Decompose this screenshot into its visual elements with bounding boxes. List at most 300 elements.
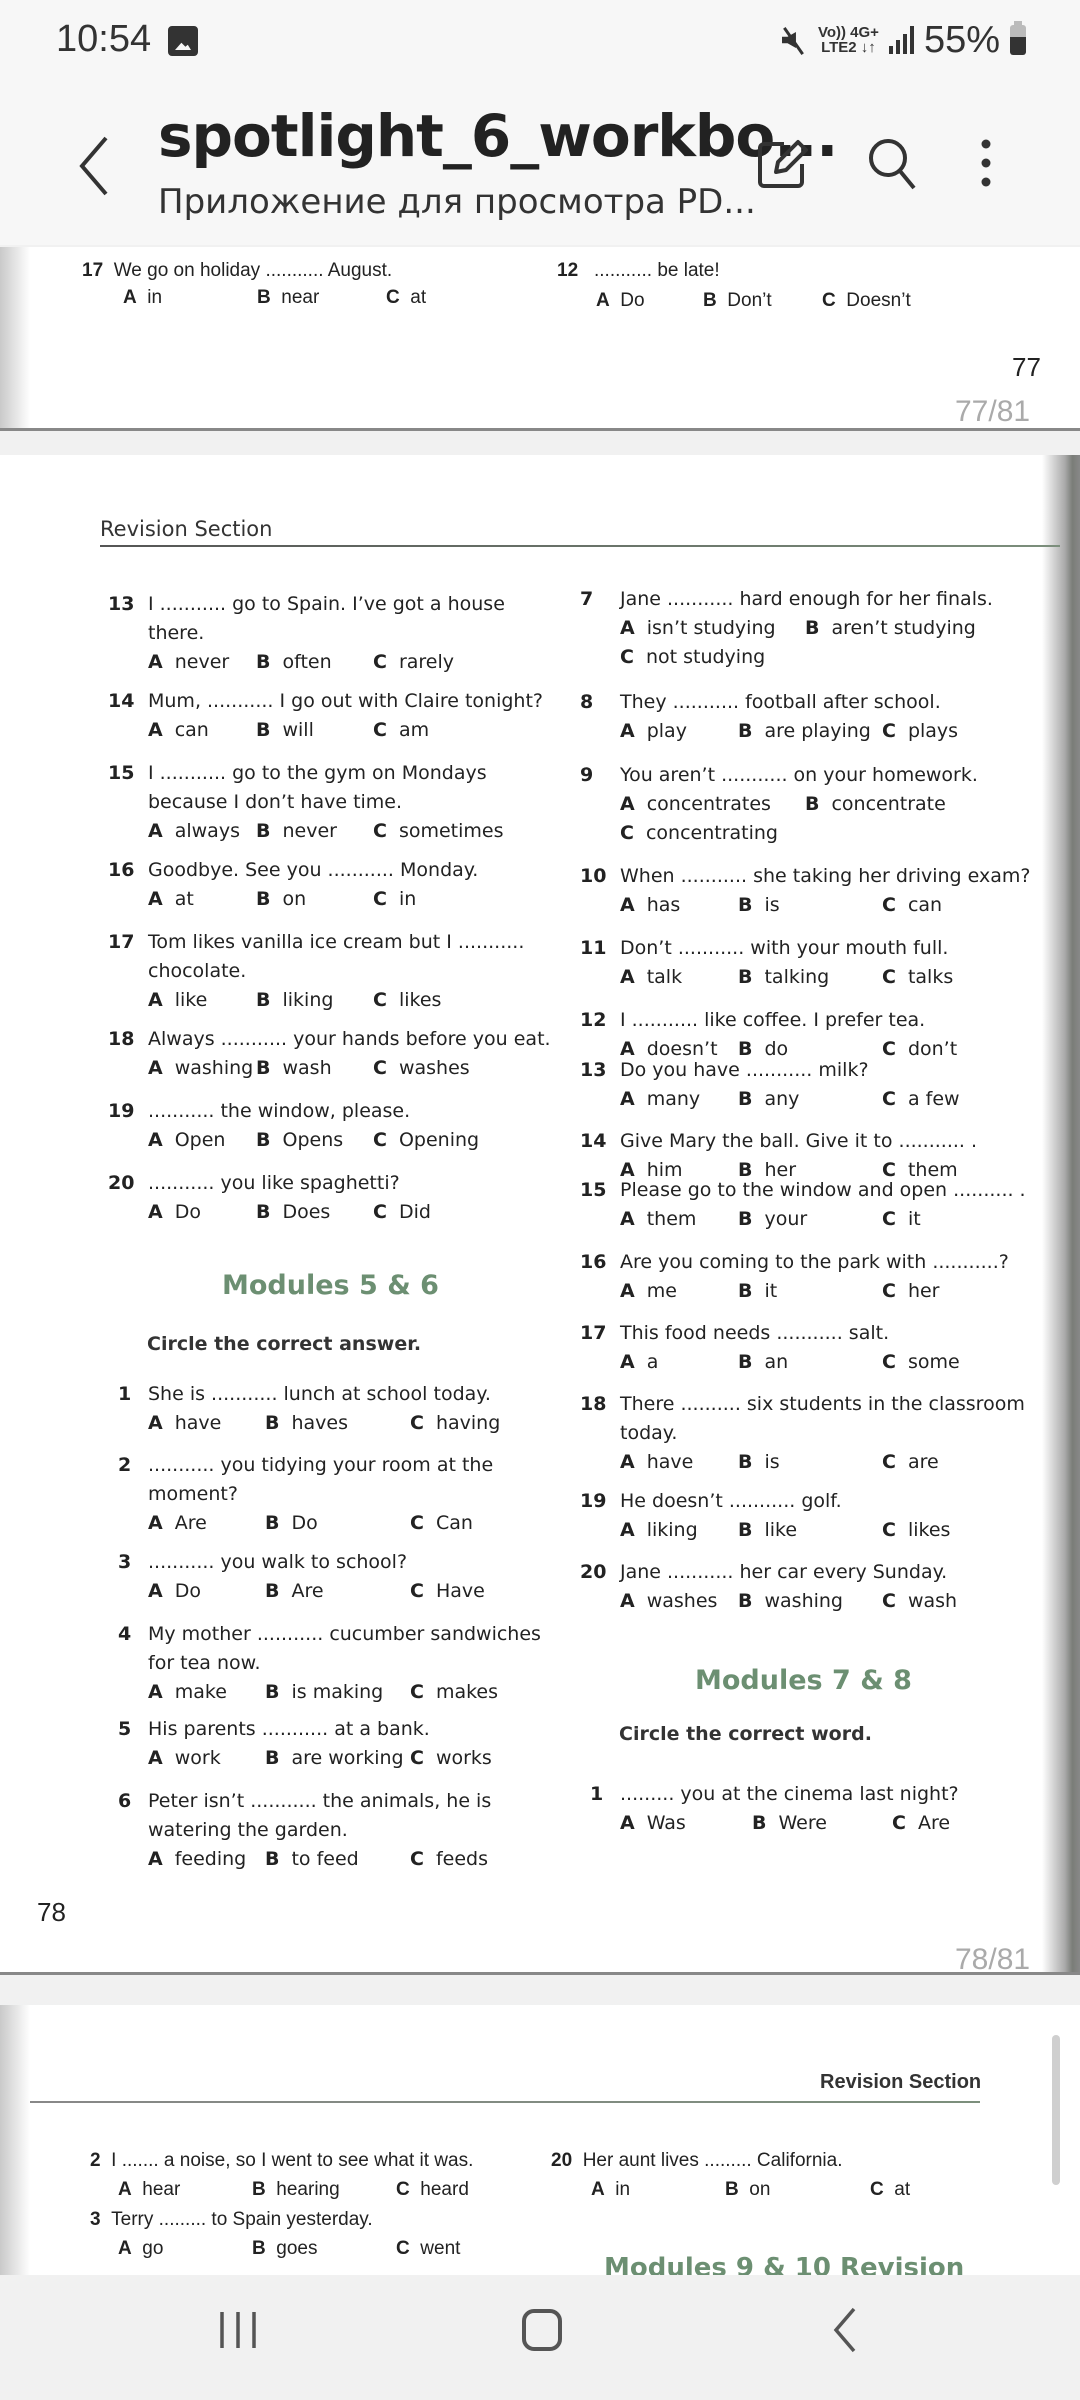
question-text: ........... be late! xyxy=(593,260,720,281)
option-text: a xyxy=(646,1351,659,1373)
option[interactable] xyxy=(386,287,426,309)
option[interactable] xyxy=(265,1845,359,1874)
question-text: She is ........... lunch at school today. xyxy=(148,1383,491,1405)
option[interactable] xyxy=(620,819,778,848)
question-text: We go on holiday ........... August. xyxy=(113,260,393,281)
question-text: ........... the window, please. xyxy=(148,1100,411,1122)
option-letter: C xyxy=(410,1580,424,1602)
option[interactable] xyxy=(256,1054,332,1083)
question xyxy=(90,2150,473,2172)
option[interactable] xyxy=(620,963,682,992)
option-letter: C xyxy=(410,1512,424,1534)
question-text: Give Mary the ball. Give it to ........... . xyxy=(620,1130,978,1152)
option[interactable] xyxy=(882,963,953,992)
option-text: works xyxy=(435,1747,492,1769)
option[interactable] xyxy=(373,1054,470,1083)
option[interactable] xyxy=(252,2179,340,2201)
option-letter: B xyxy=(256,1057,271,1079)
option-letter: C xyxy=(822,290,836,311)
option[interactable] xyxy=(148,1577,201,1606)
question-number: 17 xyxy=(580,1322,607,1344)
option-letter: B xyxy=(256,1129,271,1151)
option[interactable] xyxy=(882,891,942,920)
option-letter: A xyxy=(620,1451,635,1473)
option-text: washing xyxy=(764,1590,843,1612)
option[interactable] xyxy=(892,1809,950,1838)
question-text: There .......... six students in the classroom xyxy=(620,1393,1025,1415)
option-letter: C xyxy=(373,719,387,741)
option[interactable] xyxy=(256,986,333,1015)
option-text: Are xyxy=(291,1580,324,1602)
question-text: His parents ........... at a bank. xyxy=(148,1718,430,1740)
option-letter: B xyxy=(252,2179,266,2200)
option[interactable] xyxy=(870,2179,910,2201)
option[interactable] xyxy=(410,1409,500,1438)
question-number: 12 xyxy=(580,1009,607,1031)
option-text: always xyxy=(174,820,240,842)
option[interactable] xyxy=(882,717,958,746)
option-letter: C xyxy=(410,1747,424,1769)
option[interactable] xyxy=(373,1198,431,1227)
back-button[interactable] xyxy=(70,130,120,200)
option[interactable] xyxy=(265,1577,324,1606)
option-letter: B xyxy=(805,793,820,815)
option-letter: A xyxy=(148,1201,163,1223)
document-title: spotlight_6_workbo... xyxy=(158,102,838,170)
question-text: I ....... a noise, so I went to see what it was. xyxy=(111,2150,474,2171)
option[interactable] xyxy=(620,1587,717,1616)
option-text: your xyxy=(764,1208,808,1230)
module-title: Modules 5 & 6 xyxy=(222,1270,439,1301)
option-text: some xyxy=(907,1351,960,1373)
mute-icon xyxy=(778,25,808,55)
option[interactable] xyxy=(148,1054,253,1083)
app-bar xyxy=(0,80,1080,245)
option[interactable] xyxy=(265,1678,383,1707)
option-text: Do xyxy=(620,290,645,311)
recent-apps-icon xyxy=(218,2310,258,2350)
question-number: 10 xyxy=(580,865,607,887)
question-text: Peter isn’t ........... the animals, he is xyxy=(148,1790,492,1812)
option[interactable] xyxy=(148,1126,225,1155)
option-letter: B xyxy=(265,1512,280,1534)
option-letter: A xyxy=(620,1590,635,1612)
option-text: are playing xyxy=(764,720,871,742)
option-text: at xyxy=(410,287,427,308)
question-number: 14 xyxy=(108,690,135,712)
option-text: have xyxy=(646,1451,694,1473)
option[interactable] xyxy=(822,290,911,312)
option[interactable] xyxy=(256,1126,343,1155)
module-title: Modules 9 & 10 Revision xyxy=(604,2253,965,2275)
option[interactable] xyxy=(882,1516,950,1545)
option[interactable] xyxy=(123,287,162,309)
option-letter: B xyxy=(256,651,271,673)
option-text: Did xyxy=(398,1201,431,1223)
option-letter: B xyxy=(738,1208,753,1230)
option-letter: B xyxy=(738,1159,753,1181)
option[interactable] xyxy=(148,1198,201,1227)
option[interactable] xyxy=(620,1085,700,1114)
option-text: do xyxy=(764,1038,789,1060)
option[interactable] xyxy=(410,1845,488,1874)
option-letter: A xyxy=(620,720,635,742)
option-text: is xyxy=(764,1451,780,1473)
option-letter: C xyxy=(396,2179,410,2200)
option[interactable] xyxy=(738,891,780,920)
option[interactable] xyxy=(805,790,946,819)
question-number: 9 xyxy=(580,764,594,786)
question-text: Are you coming to the park with ...........? xyxy=(620,1251,1009,1273)
option-letter: B xyxy=(738,1451,753,1473)
option-text: is xyxy=(764,894,780,916)
option-letter: B xyxy=(738,1038,753,1060)
option[interactable] xyxy=(373,1126,479,1155)
option-letter: A xyxy=(620,1159,635,1181)
option-text: it xyxy=(907,1208,921,1230)
option[interactable] xyxy=(620,643,765,672)
option-letter: B xyxy=(725,2179,739,2200)
question-number: 18 xyxy=(580,1393,607,1415)
instruction: Circle the correct answer. xyxy=(147,1333,422,1355)
option[interactable] xyxy=(257,287,319,309)
option[interactable] xyxy=(738,717,871,746)
question-text-continued: today. xyxy=(620,1422,678,1444)
option[interactable] xyxy=(620,1348,658,1377)
option-text: wash xyxy=(282,1057,332,1079)
option-text: them xyxy=(646,1208,697,1230)
option[interactable] xyxy=(118,2179,180,2201)
option[interactable] xyxy=(410,1744,492,1773)
option-letter: B xyxy=(256,989,271,1011)
option[interactable] xyxy=(620,717,687,746)
question-text: You aren’t ........... on your homework. xyxy=(620,764,978,786)
option[interactable] xyxy=(373,648,454,677)
option[interactable] xyxy=(148,1744,221,1773)
option[interactable] xyxy=(256,1198,330,1227)
question-number: 12 xyxy=(557,260,579,281)
question-number: 1 xyxy=(118,1383,132,1405)
option[interactable] xyxy=(373,716,429,745)
option[interactable] xyxy=(148,716,209,745)
option[interactable] xyxy=(738,1205,807,1234)
option[interactable] xyxy=(882,1448,939,1477)
option-text: likes xyxy=(398,989,442,1011)
option-letter: B xyxy=(256,820,271,842)
option-text: aren’t studying xyxy=(831,617,976,639)
option[interactable] xyxy=(252,2238,318,2260)
question-number: 19 xyxy=(108,1100,135,1122)
option[interactable] xyxy=(738,1516,797,1545)
option-letter: B xyxy=(738,720,753,742)
option-letter: C xyxy=(373,1129,387,1151)
option[interactable] xyxy=(620,1448,693,1477)
question-number: 19 xyxy=(580,1490,607,1512)
option-letter: B xyxy=(265,1580,280,1602)
option-letter: B xyxy=(738,1088,753,1110)
option-text: likes xyxy=(907,1519,951,1541)
pdf-page-78[interactable] xyxy=(0,455,1080,1975)
option[interactable] xyxy=(725,2179,770,2201)
question xyxy=(82,260,392,282)
option[interactable] xyxy=(738,1587,843,1616)
page-indicator: 77/81 xyxy=(955,395,1031,428)
question-number: 2 xyxy=(90,2150,101,2171)
question-number: 16 xyxy=(580,1251,607,1273)
option[interactable] xyxy=(373,885,416,914)
option[interactable] xyxy=(805,614,976,643)
option[interactable] xyxy=(620,891,680,920)
option-letter: B xyxy=(738,1280,753,1302)
option-text: talks xyxy=(907,966,954,988)
option[interactable] xyxy=(265,1744,404,1773)
option[interactable] xyxy=(148,817,240,846)
option[interactable] xyxy=(265,1409,348,1438)
question-number: 15 xyxy=(108,762,135,784)
more-options-button[interactable] xyxy=(956,132,1016,194)
option-text: Do xyxy=(291,1512,318,1534)
option-letter: A xyxy=(148,1848,163,1870)
option-text: like xyxy=(174,989,208,1011)
option-text: has xyxy=(646,894,681,916)
option-letter: C xyxy=(882,1451,896,1473)
option-letter: A xyxy=(591,2179,605,2200)
signal-icon xyxy=(889,26,914,54)
option[interactable] xyxy=(148,986,207,1015)
option-text: are xyxy=(907,1451,939,1473)
option-letter: A xyxy=(148,1412,163,1434)
back-icon xyxy=(830,2307,860,2353)
option-letter: B xyxy=(265,1681,280,1703)
option[interactable] xyxy=(738,963,829,992)
option[interactable] xyxy=(148,648,229,677)
option[interactable] xyxy=(256,817,337,846)
option-letter: C xyxy=(373,888,387,910)
option-text: go xyxy=(142,2238,164,2259)
option-text: Open xyxy=(174,1129,226,1151)
option[interactable] xyxy=(148,1409,221,1438)
option-text: wash xyxy=(907,1590,958,1612)
option-text: me xyxy=(646,1280,677,1302)
question-number: 5 xyxy=(118,1718,132,1740)
question-text: Jane ........... hard enough for her finals. xyxy=(620,588,993,610)
option[interactable] xyxy=(620,790,771,819)
option[interactable] xyxy=(410,1577,485,1606)
option-letter: C xyxy=(882,1519,896,1541)
option-letter: C xyxy=(882,1159,896,1181)
option-text: Do xyxy=(174,1201,201,1223)
option-letter: B xyxy=(265,1412,280,1434)
option-text: at xyxy=(174,888,194,910)
option-letter: B xyxy=(265,1747,280,1769)
question-number: 20 xyxy=(580,1561,607,1583)
option-letter: B xyxy=(257,287,271,308)
recent-apps-button[interactable] xyxy=(218,2310,258,2350)
option-text: washing xyxy=(174,1057,254,1079)
option-text: are working xyxy=(291,1747,404,1769)
question-text: I ........... go to Spain. I’ve got a house xyxy=(148,593,505,615)
module-title: Modules 7 & 8 xyxy=(695,1665,912,1696)
option[interactable] xyxy=(265,1509,318,1538)
pdf-page-79[interactable] xyxy=(0,2005,1080,2275)
option-letter: B xyxy=(252,2238,266,2259)
question-text-continued: moment? xyxy=(148,1483,238,1505)
question-text: Tom likes vanilla ice cream but I ........... xyxy=(148,931,525,953)
option-text: feeds xyxy=(435,1848,488,1870)
option-letter: B xyxy=(752,1812,767,1834)
nav-back-button[interactable] xyxy=(830,2307,860,2353)
option[interactable] xyxy=(882,1587,957,1616)
option-text: not studying xyxy=(645,646,766,668)
option[interactable] xyxy=(738,1448,780,1477)
option-letter: C xyxy=(373,1201,387,1223)
option-letter: C xyxy=(410,1681,424,1703)
option-letter: B xyxy=(805,617,820,639)
option[interactable] xyxy=(620,1809,686,1838)
question-text: Don’t ........... with your mouth full. xyxy=(620,937,949,959)
question-text: My mother ........... cucumber sandwiches xyxy=(148,1623,541,1645)
question-text: I ........... go to the gym on Mondays xyxy=(148,762,487,784)
more-icon xyxy=(956,132,1016,194)
option-text: washes xyxy=(398,1057,470,1079)
option-letter: C xyxy=(620,646,634,668)
option-letter: C xyxy=(386,287,400,308)
status-time: 10:54 xyxy=(56,18,152,60)
option[interactable] xyxy=(882,1348,960,1377)
option[interactable] xyxy=(148,1509,207,1538)
option-letter: B xyxy=(256,719,271,741)
option-text: hear xyxy=(142,2179,181,2200)
option-letter: A xyxy=(148,888,163,910)
option-letter: C xyxy=(410,1412,424,1434)
question-text: ........... you like spaghetti? xyxy=(148,1172,400,1194)
search-icon xyxy=(862,132,922,194)
option-letter: C xyxy=(373,820,387,842)
option[interactable] xyxy=(410,1509,473,1538)
option[interactable] xyxy=(396,2179,469,2201)
question-text: Terry ......... to Spain yesterday. xyxy=(111,2209,373,2230)
option-text: a few xyxy=(907,1088,960,1110)
status-bar xyxy=(0,0,1080,80)
question-text: Her aunt lives ......... California. xyxy=(582,2150,843,2171)
option[interactable] xyxy=(591,2179,630,2201)
option[interactable] xyxy=(620,614,776,643)
option-text: like xyxy=(764,1519,798,1541)
question-number: 16 xyxy=(108,859,135,881)
question-number: 3 xyxy=(90,2209,101,2230)
option-text: on xyxy=(282,888,307,910)
edit-button[interactable] xyxy=(754,132,814,194)
option[interactable] xyxy=(596,290,645,312)
option-letter: A xyxy=(148,1129,163,1151)
navigation-bar xyxy=(0,2275,1080,2400)
app-subtitle: Приложение для просмотра PD... xyxy=(158,182,756,222)
question-text: Do you have ........... milk? xyxy=(620,1059,869,1081)
option[interactable] xyxy=(752,1809,827,1838)
option[interactable] xyxy=(148,1845,246,1874)
option-text: feeding xyxy=(174,1848,247,1870)
option[interactable] xyxy=(256,648,332,677)
option-letter: C xyxy=(882,966,896,988)
question-text: Goodbye. See you ........... Monday. xyxy=(148,859,479,881)
option-letter: C xyxy=(373,1057,387,1079)
question-text: Jane ........... her car every Sunday. xyxy=(620,1561,948,1583)
option-text: heard xyxy=(420,2179,469,2200)
option[interactable] xyxy=(148,885,194,914)
option[interactable] xyxy=(410,1678,498,1707)
option-text: never xyxy=(282,820,337,842)
question xyxy=(90,2209,373,2231)
option-text: never xyxy=(174,651,230,673)
option-text: makes xyxy=(435,1681,499,1703)
question-number: 17 xyxy=(108,931,135,953)
option[interactable] xyxy=(620,1516,698,1545)
option[interactable] xyxy=(256,716,314,745)
option[interactable] xyxy=(738,1348,788,1377)
option[interactable] xyxy=(738,1085,799,1114)
option-text: goes xyxy=(276,2238,318,2259)
scrollbar[interactable] xyxy=(1052,2035,1060,2185)
option-letter: A xyxy=(118,2179,132,2200)
option-letter: A xyxy=(148,1681,163,1703)
option[interactable] xyxy=(620,1205,696,1234)
option[interactable] xyxy=(396,2238,460,2260)
option[interactable] xyxy=(882,1205,921,1234)
option[interactable] xyxy=(882,1277,940,1306)
question-text: When ........... she taking her driving exam? xyxy=(620,865,1031,887)
question-text: This food needs ........... salt. xyxy=(620,1322,890,1344)
option-text: liking xyxy=(646,1519,698,1541)
gallery-icon xyxy=(168,26,198,56)
option[interactable] xyxy=(703,290,772,312)
option-letter: C xyxy=(396,2238,410,2259)
option-text: Opening xyxy=(398,1129,480,1151)
option-letter: B xyxy=(256,888,271,910)
option[interactable] xyxy=(620,1277,677,1306)
option-letter: B xyxy=(738,894,753,916)
option[interactable] xyxy=(373,817,504,846)
option-text: make xyxy=(174,1681,227,1703)
option-text: Opens xyxy=(282,1129,344,1151)
option-text: can xyxy=(174,719,209,741)
option-letter: A xyxy=(123,287,137,308)
option-text: have xyxy=(174,1412,222,1434)
search-button[interactable] xyxy=(862,132,922,194)
option[interactable] xyxy=(882,1035,957,1064)
question-number: 1 xyxy=(590,1783,604,1805)
home-button[interactable] xyxy=(522,2309,562,2351)
pdf-page-77[interactable] xyxy=(0,247,1080,431)
question-text: Always ........... your hands before you eat. xyxy=(148,1028,551,1050)
option-text: her xyxy=(764,1159,797,1181)
option-text: doesn’t xyxy=(646,1038,718,1060)
status-indicators xyxy=(778,18,1026,62)
option[interactable] xyxy=(738,1277,777,1306)
option-text: don’t xyxy=(907,1038,958,1060)
option[interactable] xyxy=(118,2238,163,2260)
option-text: isn’t studying xyxy=(646,617,776,639)
option-letter: C xyxy=(882,720,896,742)
option[interactable] xyxy=(882,1085,960,1114)
option-letter: A xyxy=(148,989,163,1011)
option[interactable] xyxy=(256,885,306,914)
option[interactable] xyxy=(373,986,441,1015)
option[interactable] xyxy=(148,1678,227,1707)
option-text: Were xyxy=(778,1812,827,1834)
option-text: Are xyxy=(174,1512,207,1534)
question-text: Please go to the window and open .......... . xyxy=(620,1179,1026,1201)
option-letter: A xyxy=(148,719,163,741)
